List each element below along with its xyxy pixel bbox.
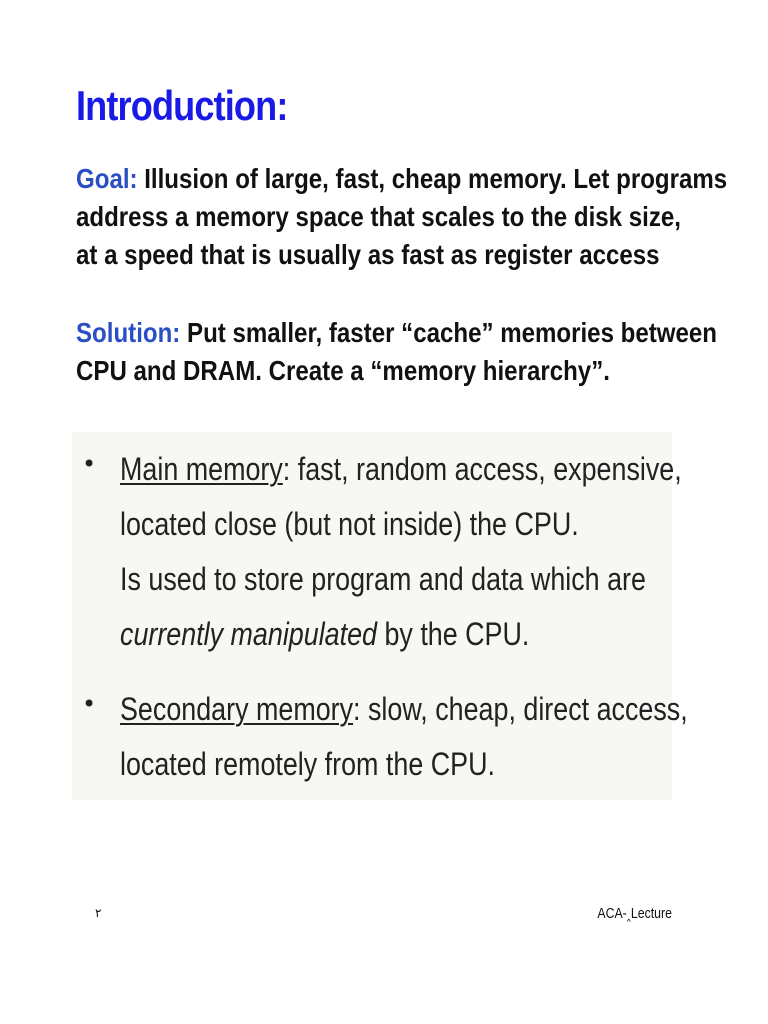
bullet-line bbox=[120, 442, 682, 497]
goal-line-3: at a speed that is usually as fast as register access bbox=[76, 239, 660, 270]
bullet-marker: • bbox=[82, 690, 97, 718]
bullet-text bbox=[120, 442, 682, 662]
bullet-line-rest: : fast, random access, expensive, bbox=[282, 451, 682, 487]
bullet-line: located remotely from the CPU. bbox=[120, 746, 495, 782]
bullet-list bbox=[72, 432, 688, 800]
goal-line-2: address a memory space that scales to the disk size, bbox=[76, 201, 681, 232]
term-main-memory: Main memory bbox=[120, 451, 283, 487]
solution-paragraph bbox=[76, 314, 717, 390]
bullet-marker: • bbox=[82, 450, 97, 478]
bullet-line: Is used to store program and data which are bbox=[120, 561, 646, 597]
goal-paragraph bbox=[76, 160, 727, 274]
goal-label: Goal: bbox=[76, 163, 138, 194]
bullet-line-rest: : slow, cheap, direct access, bbox=[353, 691, 688, 727]
solution-label: Solution: bbox=[76, 317, 181, 348]
footer-label: ACA-‸Lecture bbox=[597, 905, 672, 922]
bullet-line bbox=[120, 607, 682, 662]
bullet-line bbox=[120, 682, 688, 737]
goal-line-1-text: Illusion of large, fast, cheap memory. Let programs bbox=[137, 163, 728, 194]
solution-line-2: CPU and DRAM. Create a “memory hierarchy”. bbox=[76, 355, 610, 386]
solution-line-1-text: Put smaller, faster “cache” memories between bbox=[180, 317, 718, 348]
solution-line-1 bbox=[76, 314, 717, 352]
page-number: ٢ bbox=[95, 906, 102, 920]
term-secondary-memory: Secondary memory bbox=[120, 691, 354, 727]
bullet-text bbox=[120, 682, 688, 792]
page-title: Introduction: bbox=[76, 82, 288, 129]
goal-line-1 bbox=[76, 160, 727, 198]
bullet-line-rest: by the CPU. bbox=[376, 616, 530, 652]
bullet-line: located close (but not inside) the CPU. bbox=[120, 506, 579, 542]
italic-phrase: currently manipulated bbox=[120, 616, 377, 652]
